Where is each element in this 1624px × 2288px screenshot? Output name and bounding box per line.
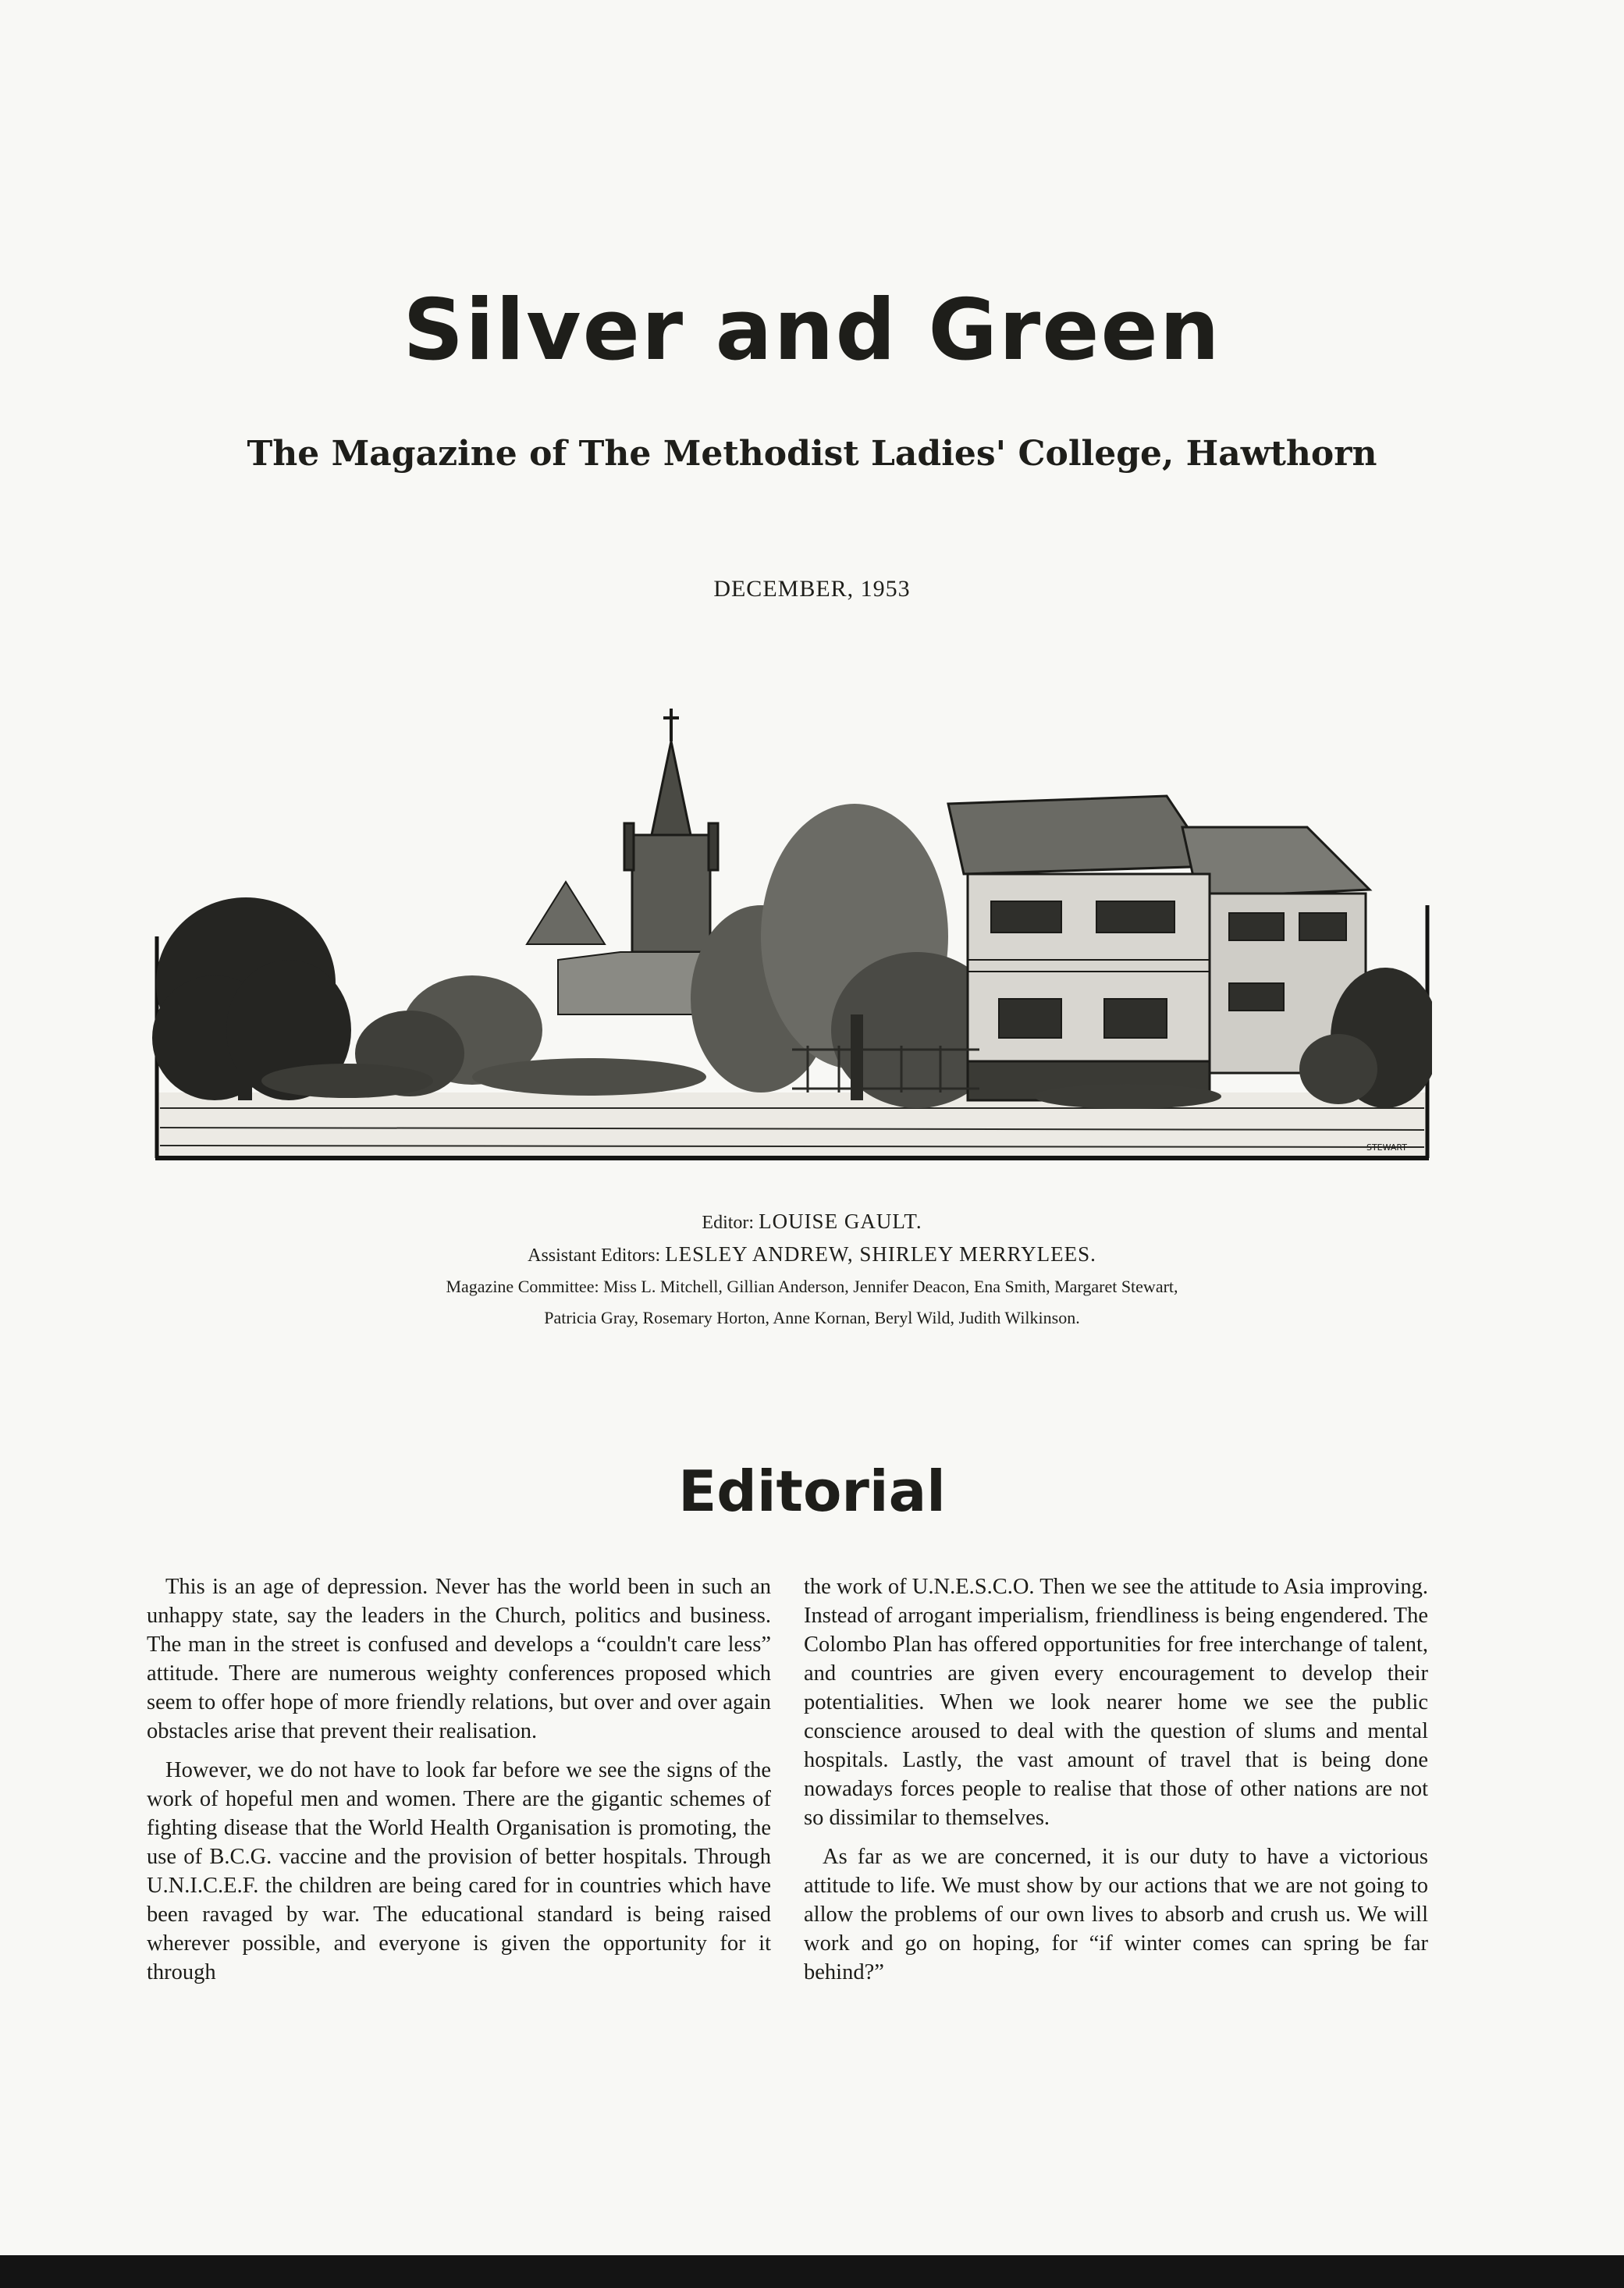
editor-name: LOUISE GAULT. <box>759 1210 922 1233</box>
artist-signature: STEWART <box>1366 1142 1408 1153</box>
committee-members-2: Patricia Gray, Rosemary Horton, Anne Kornan, Beryl Wild, Judith Wilkinson. <box>544 1308 1080 1327</box>
assistant-editors-line <box>0 1238 1624 1271</box>
editorial-paragraph: However, we do not have to look far before we see the signs of the work of hopeful men and women. There are the gigantic schemes of fighting disease that the World Health Organisation is promoting, the use of B.C.G. vaccine and the provision of better hospitals. Through U.N.I.C.E.F. the children are being cared for in countries which have been ravaged by war. The educational standard is being raised wherever possible, and everyone is given the opportunity for it through <box>147 1758 771 1984</box>
editorial-column-left <box>147 1572 771 1997</box>
editor-line <box>0 1206 1624 1238</box>
assistant-editors-label: Assistant Editors: <box>528 1245 661 1266</box>
scan-edge <box>0 2255 1624 2288</box>
college-illustration <box>152 702 1432 1164</box>
editorial-paragraph: This is an age of depression. Never has the world been in such an unhappy state, say the leaders in the Church, politics and business. The man in the street is confused and develops a “couldn't care less” attitude. There are numerous weighty conferences proposed which seem to offer hope of more friendly relations, but over and over again obstacles arise that prevent their realisation. <box>147 1575 771 1743</box>
issue-date: DECEMBER, 1953 <box>713 576 911 602</box>
church-spire <box>624 709 718 952</box>
committee-line <box>0 1271 1624 1302</box>
magazine-title: Silver and Green <box>403 282 1221 379</box>
assistant-editors-names: LESLEY ANDREW, SHIRLEY MERRYLEES. <box>665 1242 1096 1266</box>
editorial-column-right <box>804 1572 1428 1997</box>
magazine-subtitle: The Magazine of The Methodist Ladies' College, Hawthorn <box>247 434 1377 474</box>
editor-label: Editor: <box>702 1213 755 1233</box>
committee-members-1: Miss L. Mitchell, Gillian Anderson, Jennifer Deacon, Ena Smith, Margaret Stewart, <box>603 1277 1178 1296</box>
editorial-paragraph: As far as we are concerned, it is our duty to have a victorious attitude to life. We must show by our actions that we are not going to allow the problems of our own lives to absorb and crush us. We will work and go on hoping, for “if winter comes can spring be far behind?” <box>804 1845 1428 1984</box>
editorial-paragraph: the work of U.N.E.S.C.O. Then we see the attitude to Asia improving. Instead of arrogant imperialism, friendliness is being engendered. The Colombo Plan has offered opportunities for free interchange of talent, and countries are given every encouragement to develop their potentialities. When we look nearer home we see the public conscience aroused to deal with the question of slums and mental hospitals. Lastly, the vast amount of travel that is being done nowadays forces people to realise that those of other nations are not so dissimilar to themselves. <box>804 1575 1428 1830</box>
editorial-staff <box>0 1206 1624 1334</box>
committee-label: Magazine Committee: <box>446 1277 599 1296</box>
editorial-heading: Editorial <box>678 1458 946 1524</box>
